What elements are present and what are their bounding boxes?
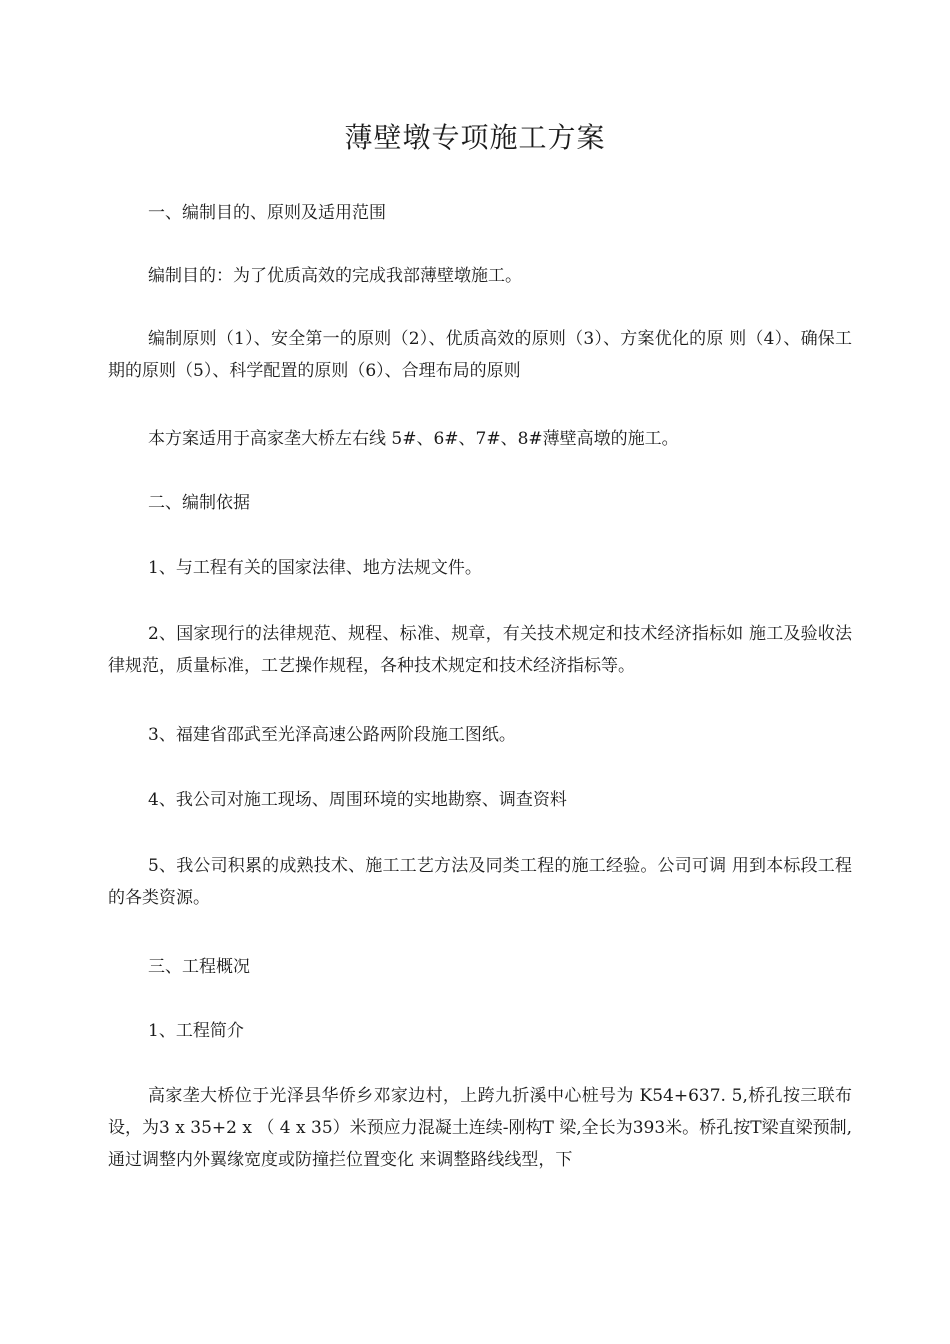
paragraph-project-intro: 高家垄大桥位于光泽县华侨乡邓家边村，上跨九折溪中心桩号为 K54+637. 5,桥孔按三联布设，为3 x 35+2 x （ 4 x 35）米预应力混凝土连续-刚构T 梁,全长为393米。桥孔按T梁直梁预制,通过调整内外翼缘宽度或防撞拦位置变化 来调整路线线型，下 [108,1086,852,1170]
paragraph-purpose: 编制目的：为了优质高效的完成我部薄壁墩施工。 [148,266,522,286]
section-heading-2: 二、编制依据 [148,493,250,513]
section-heading-3: 三、工程概况 [148,957,250,977]
basis-item-5: 5、我公司积累的成熟技术、施工工艺方法及同类工程的施工经验。公司可调 用到本标段工程的各类资源。 [108,856,852,908]
basis-item-1: 1、与工程有关的国家法律、地方法规文件。 [148,558,482,578]
document-title: 薄壁墩专项施工方案 [344,121,606,154]
paragraph-scope: 本方案适用于高家垄大桥左右线 5#、6#、7#、8#薄壁高墩的施工。 [148,429,679,449]
basis-item-4: 4、我公司对施工现场、周围环境的实地勘察、调查资料 [148,790,567,810]
section-heading-1: 一、编制目的、原则及适用范围 [148,203,386,223]
subsection-heading-1: 1、工程简介 [148,1021,244,1041]
basis-item-2: 2、国家现行的法律规范、规程、标准、规章，有关技术规定和技术经济指标如 施工及验收法律规范，质量标准，工艺操作规程，各种技术规定和技术经济指标等。 [108,624,852,676]
basis-item-3: 3、福建省邵武至光泽高速公路两阶段施工图纸。 [148,725,516,745]
paragraph-principles: 编制原则（1）、安全第一的原则（2）、优质高效的原则（3）、方案优化的原 则（4）、确保工期的原则（5）、科学配置的原则（6）、合理布局的原则 [108,329,852,381]
